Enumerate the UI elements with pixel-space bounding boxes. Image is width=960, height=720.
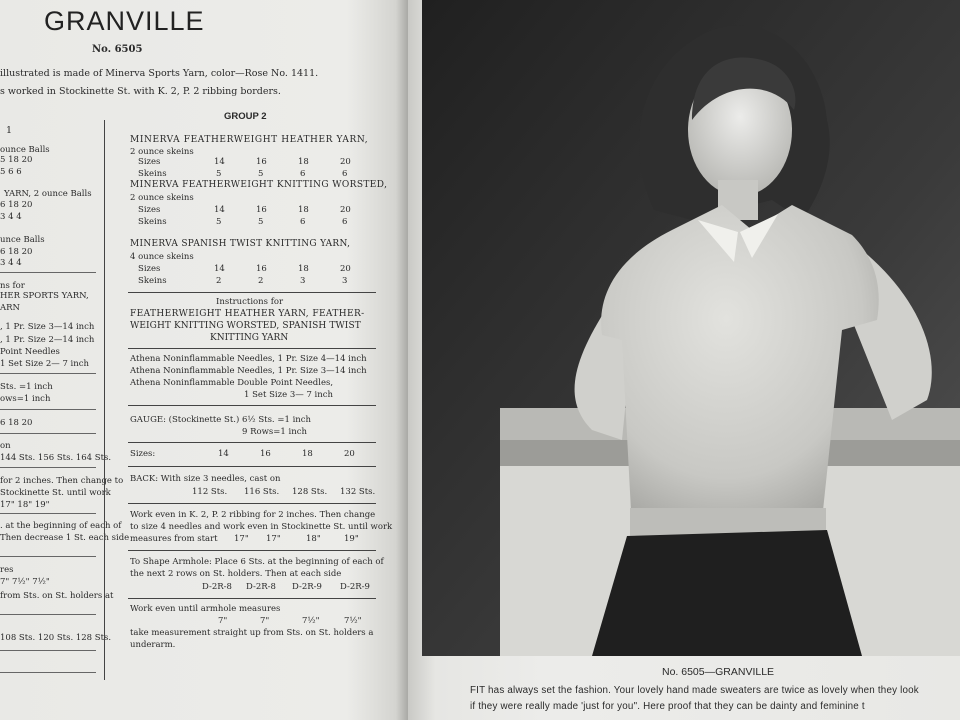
divider — [128, 503, 376, 504]
cell: 18 — [298, 205, 309, 215]
divider — [0, 556, 96, 557]
model-photo — [422, 0, 960, 656]
cell: 17" — [234, 534, 249, 544]
row-label: Sizes: — [130, 449, 156, 459]
left-line: 108 Sts. 120 Sts. 128 Sts. — [0, 633, 112, 643]
yarn3-name: MINERVA SPANISH TWIST KNITTING YARN, — [130, 239, 351, 249]
instructions-line: Instructions for — [216, 297, 284, 307]
left-line: Stockinette St. until work — [0, 488, 111, 498]
photo-illustration — [422, 0, 960, 656]
cell: 19" — [344, 534, 359, 544]
cell: 3 — [342, 276, 348, 286]
left-line: 1 Set Size 2— 7 inch — [0, 359, 89, 369]
work-even-line: to size 4 needles and work even in Stockinette St. until work — [130, 522, 393, 532]
cell: 14 — [214, 205, 225, 215]
cell: 18 — [302, 449, 313, 459]
left-line: 5 18 20 — [0, 155, 33, 165]
divider — [0, 409, 96, 410]
divider — [128, 466, 376, 467]
cell: 132 Sts. — [340, 487, 376, 497]
gauge-line: 9 Rows=1 inch — [242, 427, 307, 437]
divider — [128, 442, 376, 443]
divider — [0, 373, 96, 374]
group2-heading: GROUP 2 — [224, 111, 267, 122]
cell: 14 — [214, 157, 225, 167]
yarn2-name: MINERVA FEATHERWEIGHT KNITTING WORSTED, — [130, 180, 388, 190]
cell: 2 — [216, 276, 222, 286]
left-line: . at the beginning of each of — [0, 521, 122, 531]
armhole-line: To Shape Armhole: Place 6 Sts. at the beginning of each of — [130, 557, 384, 567]
row-label: Sizes — [138, 264, 161, 274]
cell: 6 — [342, 169, 348, 179]
divider — [128, 598, 376, 599]
left-line: YARN, 2 ounce Balls — [4, 189, 92, 199]
instructions-line: KNITTING YARN — [210, 333, 289, 343]
cell: 16 — [256, 205, 267, 215]
cell: 6 — [300, 217, 306, 227]
row-label: Sizes — [138, 157, 161, 167]
left-line: 6 18 20 — [0, 200, 33, 210]
pattern-title: GRANVILLE — [44, 6, 205, 36]
cell: 6 — [342, 217, 348, 227]
cell: 7½" — [344, 616, 362, 626]
left-line: ns for — [0, 281, 25, 291]
yarn1-name: MINERVA FEATHERWEIGHT HEATHER YARN, — [130, 135, 369, 145]
cell: 5 — [216, 169, 222, 179]
cell: 5 — [258, 217, 264, 227]
cell: 112 Sts. — [192, 487, 228, 497]
work-even-line: measures from start — [130, 534, 218, 544]
cell: 20 — [344, 449, 355, 459]
cell: 7" — [218, 616, 228, 626]
row-label: Skeins — [138, 276, 167, 286]
cell: 20 — [340, 205, 351, 215]
intro-line-2: s worked in Stockinette St. with K. 2, P. 2 ribbing borders. — [0, 86, 281, 97]
cell: 5 — [216, 217, 222, 227]
cell: 20 — [340, 157, 351, 167]
yarn3-skein: 4 ounce skeins — [130, 252, 194, 262]
left-line: , 1 Pr. Size 3—14 inch — [0, 322, 95, 332]
group-mark: 1 — [6, 125, 13, 136]
cell: D-2R-8 — [202, 582, 232, 592]
divider — [128, 550, 376, 551]
row-label: Skeins — [138, 217, 167, 227]
divider — [0, 467, 96, 468]
divider — [128, 405, 376, 406]
left-line: from Sts. on St. holders at — [0, 591, 114, 601]
left-line: Point Needles — [0, 347, 60, 357]
cell: D-2R-9 — [292, 582, 322, 592]
photo-caption: No. 6505—GRANVILLE — [662, 666, 775, 678]
left-line: ows=1 inch — [0, 394, 51, 404]
armhole-measure-line: underarm. — [130, 640, 176, 650]
cell: 16 — [256, 264, 267, 274]
armhole-measure-line: Work even until armhole measures — [130, 604, 281, 614]
divider — [0, 513, 96, 514]
divider — [0, 650, 96, 651]
left-line: 3 4 4 — [0, 212, 22, 222]
left-line: Then decrease 1 St. each side — [0, 533, 130, 543]
yarn1-skein: 2 ounce skeins — [130, 147, 194, 157]
cell: 14 — [218, 449, 229, 459]
divider — [128, 348, 376, 349]
cell: 3 — [300, 276, 306, 286]
body-text-line-1: FIT has always set the fashion. Your lovely hand made sweaters are twice as lovely when they look — [470, 685, 919, 696]
cell: 7" — [260, 616, 270, 626]
needle-line: Athena Noninflammable Double Point Needles, — [130, 378, 334, 388]
cell: 116 Sts. — [244, 487, 280, 497]
yarn2-skein: 2 ounce skeins — [130, 193, 194, 203]
divider — [128, 292, 376, 293]
needle-line: 1 Set Size 3— 7 inch — [244, 390, 333, 400]
left-line: , 1 Pr. Size 2—14 inch — [0, 335, 95, 345]
needle-line: Athena Noninflammable Needles, 1 Pr. Size 4—14 inch — [130, 354, 367, 364]
body-text-line-2: if they were really made 'just for you". Here proof that they can be dainty and feminine t — [470, 701, 865, 712]
armhole-line: the next 2 rows on St. holders. Then at each side — [130, 569, 342, 579]
left-line: 3 4 4 — [0, 258, 22, 268]
cell: D-2R-9 — [340, 582, 370, 592]
left-page — [0, 0, 408, 720]
cell: 17" — [266, 534, 281, 544]
divider — [0, 614, 96, 615]
cell: 7½" — [302, 616, 320, 626]
cell: 5 — [258, 169, 264, 179]
left-line: ARN — [0, 303, 20, 313]
cell: 16 — [256, 157, 267, 167]
left-line: HER SPORTS YARN, — [0, 291, 89, 301]
row-label: Skeins — [138, 169, 167, 179]
needle-line: Athena Noninflammable Needles, 1 Pr. Size 3—14 inch — [130, 366, 367, 376]
back-line: BACK: With size 3 needles, cast on — [130, 474, 281, 484]
instructions-line: FEATHERWEIGHT HEATHER YARN, FEATHER- — [130, 309, 365, 319]
left-line: 5 6 6 — [0, 167, 22, 177]
cell: 16 — [260, 449, 271, 459]
gauge-line: GAUGE: (Stockinette St.) 6½ Sts. =1 inch — [130, 415, 311, 425]
cell: 6 — [300, 169, 306, 179]
cell: 128 Sts. — [292, 487, 328, 497]
instructions-line: WEIGHT KNITTING WORSTED, SPANISH TWIST — [130, 321, 361, 331]
cell: D-2R-8 — [246, 582, 276, 592]
left-line: ounce Balls — [0, 145, 50, 155]
left-line: on — [0, 441, 11, 451]
work-even-line: Work even in K. 2, P. 2 ribbing for 2 inches. Then change — [130, 510, 376, 520]
divider — [0, 272, 96, 273]
left-line: 6 18 20 — [0, 247, 33, 257]
cell: 20 — [340, 264, 351, 274]
pattern-number: No. 6505 — [92, 44, 143, 55]
row-label: Sizes — [138, 205, 161, 215]
divider — [0, 672, 96, 673]
intro-line-1: illustrated is made of Minerva Sports Yarn, color—Rose No. 1411. — [0, 68, 319, 79]
armhole-measure-line: take measurement straight up from Sts. on St. holders a — [130, 628, 374, 638]
left-line: 17" 18" 19" — [0, 500, 50, 510]
divider — [0, 433, 96, 434]
cell: 18" — [306, 534, 321, 544]
left-line: for 2 inches. Then change to — [0, 476, 124, 486]
cell: 2 — [258, 276, 264, 286]
left-line: res — [0, 565, 14, 575]
column-divider — [104, 120, 105, 680]
cell: 18 — [298, 157, 309, 167]
left-line: 7" 7½" 7½" — [0, 577, 50, 587]
left-line: Sts. =1 inch — [0, 382, 53, 392]
left-line: unce Balls — [0, 235, 45, 245]
left-line: 144 Sts. 156 Sts. 164 Sts. — [0, 453, 112, 463]
cell: 18 — [298, 264, 309, 274]
left-line: 6 18 20 — [0, 418, 33, 428]
cell: 14 — [214, 264, 225, 274]
